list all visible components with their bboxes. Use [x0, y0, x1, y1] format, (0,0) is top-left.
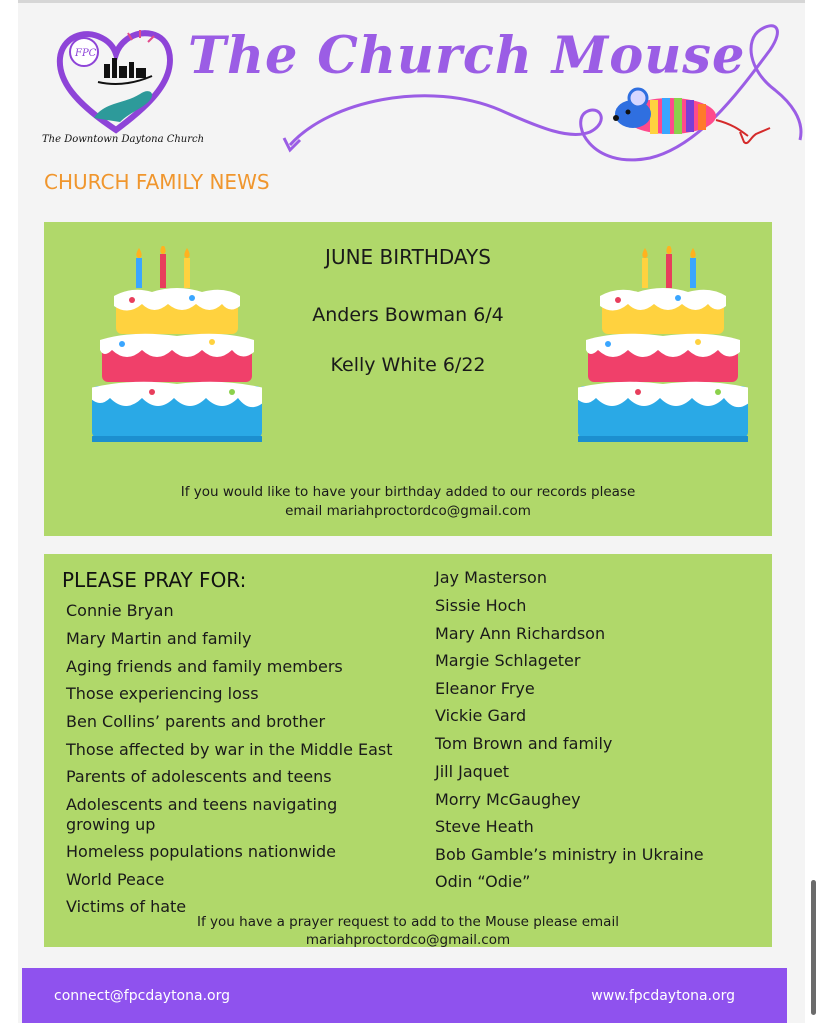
prayer-item: Those experiencing loss [66, 684, 259, 703]
birthday-note-email: email mariahproctordco@gmail.com [285, 503, 531, 519]
prayer-item: Adolescents and teens navigating [66, 795, 338, 814]
prayer-item: Jay Masterson [435, 568, 547, 587]
prayer-item: Bob Gamble’s ministry in Ukraine [435, 845, 704, 864]
birthday-name: Kelly White 6/22 [330, 354, 486, 376]
prayer-item: Morry McGaughey [435, 790, 581, 809]
birthdays-box [44, 222, 772, 536]
birthdays-title: JUNE BIRTHDAYS [325, 245, 491, 269]
footer-website-link[interactable]: www.fpcdaytona.org [591, 988, 735, 1004]
prayer-item: Eleanor Frye [435, 679, 535, 698]
birthday-cake-icon [92, 246, 262, 456]
prayer-item: Victims of hate [66, 897, 187, 916]
top-divider [18, 0, 805, 3]
prayer-item: Margie Schlageter [435, 651, 581, 670]
prayer-item: growing up [66, 815, 156, 834]
footer-email-link[interactable]: connect@fpcdaytona.org [54, 988, 230, 1004]
prayer-item: Ben Collins’ parents and brother [66, 712, 326, 731]
prayer-item: Aging friends and family members [66, 657, 343, 676]
prayer-item: Mary Ann Richardson [435, 624, 606, 643]
prayer-item: Connie Bryan [66, 601, 174, 620]
prayer-box [44, 554, 772, 947]
prayer-item: Parents of adolescents and teens [66, 767, 332, 786]
prayer-item: Steve Heath [435, 817, 534, 836]
prayer-item: Mary Martin and family [66, 629, 252, 648]
prayer-item: Those affected by war in the Middle East [66, 740, 393, 759]
section-heading: CHURCH FAMILY NEWS [44, 170, 270, 194]
birthday-name: Anders Bowman 6/4 [312, 304, 504, 326]
footer-bar [22, 968, 787, 1023]
prayer-item: Sissie Hoch [435, 596, 527, 615]
prayer-item: Homeless populations nationwide [66, 842, 336, 861]
prayer-heading: PLEASE PRAY FOR: [62, 568, 247, 592]
svg-text:FPC: FPC [75, 48, 97, 59]
church-name: The Downtown Daytona Church [42, 134, 205, 145]
birthday-cake-icon [578, 246, 748, 456]
prayer-item: Jill Jaquet [435, 762, 510, 781]
prayer-item: Odin “Odie” [435, 872, 531, 891]
prayer-item: Tom Brown and family [435, 734, 613, 753]
birthday-note: If you would like to have your birthday added to our records please [180, 484, 636, 500]
newsletter-title: The Church Mouse [188, 26, 746, 86]
fpc-logo-icon [54, 22, 178, 142]
prayer-note-email: mariahproctordco@gmail.com [305, 932, 511, 948]
scrollbar-thumb[interactable] [811, 880, 816, 1015]
prayer-item: World Peace [66, 870, 165, 889]
prayer-item: Vickie Gard [435, 706, 527, 725]
prayer-note: If you have a prayer request to add to the Mouse please email [197, 914, 619, 930]
